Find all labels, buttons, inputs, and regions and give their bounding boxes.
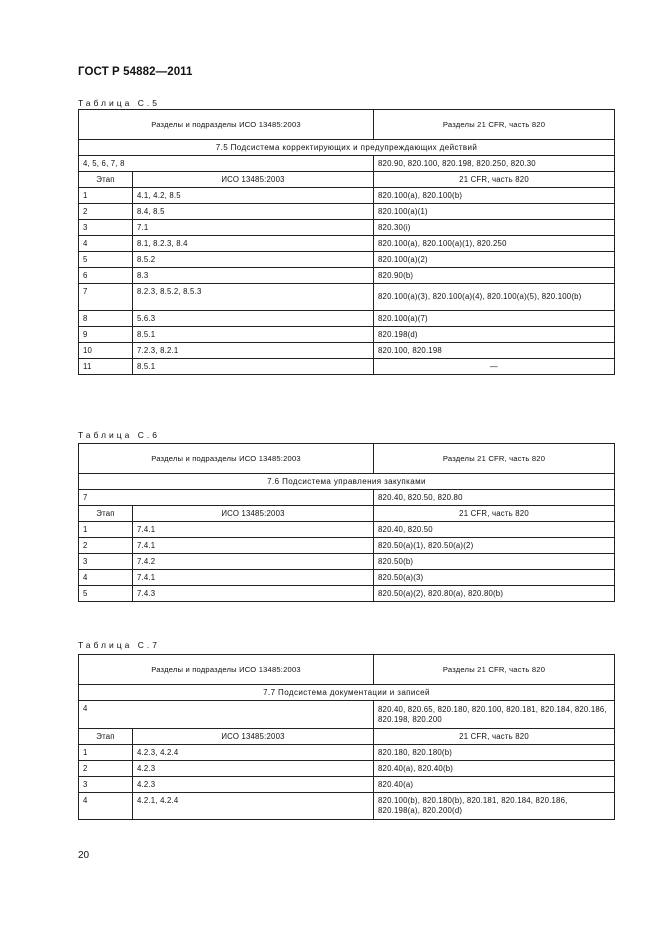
stage-cell: 3: [79, 554, 133, 570]
section-title: 7.7 Подсистема документации и записей: [79, 685, 615, 701]
cfr-cell: 820.50(a)(3): [374, 570, 615, 586]
stage-cell: 7: [79, 284, 133, 311]
stage-cell: 4: [79, 236, 133, 252]
main-iso-cell: 4, 5, 6, 7, 8: [79, 156, 374, 172]
cfr-cell: 820.40(a): [374, 777, 615, 793]
cfr-cell: 820.100(a)(2): [374, 252, 615, 268]
table-row: [79, 570, 615, 586]
table-row: [79, 220, 615, 236]
cfr-cell: 820.50(a)(1), 820.50(a)(2): [374, 538, 615, 554]
iso-cell: 8.5.1: [133, 359, 374, 375]
table-c7: [78, 654, 615, 820]
main-iso-cell: 4: [79, 701, 374, 729]
table-row: [79, 761, 615, 777]
col-header-cfr: Разделы 21 CFR, часть 820: [374, 444, 615, 474]
stage-cell: 2: [79, 761, 133, 777]
stage-cell: 10: [79, 343, 133, 359]
table-row: [79, 745, 615, 761]
stage-cell: 2: [79, 538, 133, 554]
iso-cell: 8.5.1: [133, 327, 374, 343]
cfr-cell: 820.100(a)(1): [374, 204, 615, 220]
stage-cell: 11: [79, 359, 133, 375]
cfr-cell: 820.30(i): [374, 220, 615, 236]
sub-header-iso: ИСО 13485:2003: [133, 506, 374, 522]
iso-cell: 7.4.1: [133, 570, 374, 586]
document-header: ГОСТ Р 54882—2011: [78, 66, 193, 78]
iso-cell: 4.2.3: [133, 777, 374, 793]
cfr-cell: 820.100(a), 820.100(b): [374, 188, 615, 204]
cfr-cell: 820.100(a)(7): [374, 311, 615, 327]
table-row: [79, 311, 615, 327]
cfr-cell: 820.100(b), 820.180(b), 820.181, 820.184, 820.186, 820.198(a), 820.200(d): [374, 793, 615, 820]
cfr-cell: 820.100(a), 820.100(a)(1), 820.250: [374, 236, 615, 252]
table-row: [79, 586, 615, 602]
stage-cell: 5: [79, 252, 133, 268]
sub-header-stage: Этап: [79, 729, 133, 745]
table-c5-caption: Таблица С.5: [78, 98, 160, 108]
page-number: 20: [78, 850, 90, 861]
table-row: [79, 343, 615, 359]
table-c5-body: [79, 188, 615, 375]
stage-cell: 3: [79, 220, 133, 236]
table-c6-caption: Таблица С.6: [78, 430, 160, 440]
sub-header-cfr: 21 CFR, часть 820: [374, 729, 615, 745]
stage-cell: 1: [79, 522, 133, 538]
cfr-cell: 820.100, 820.198: [374, 343, 615, 359]
main-cfr-cell: 820.40, 820.65, 820.180, 820.100, 820.181, 820.184, 820.186, 820.198, 820.200: [374, 701, 615, 729]
sub-header-cfr: 21 CFR, часть 820: [374, 172, 615, 188]
iso-cell: 8.2.3, 8.5.2, 8.5.3: [133, 284, 374, 311]
iso-cell: 8.1, 8.2.3, 8.4: [133, 236, 374, 252]
iso-cell: 4.2.3: [133, 761, 374, 777]
cfr-cell: 820.40(a), 820.40(b): [374, 761, 615, 777]
iso-cell: 8.4, 8.5: [133, 204, 374, 220]
col-header-cfr: Разделы 21 CFR, часть 820: [374, 655, 615, 685]
stage-cell: 6: [79, 268, 133, 284]
section-title: 7.5 Подсистема корректирующих и предупреждающих действий: [79, 140, 615, 156]
iso-cell: 7.4.1: [133, 538, 374, 554]
iso-cell: 7.2.3, 8.2.1: [133, 343, 374, 359]
col-header-iso: Разделы и подразделы ИСО 13485:2003: [79, 655, 374, 685]
stage-cell: 9: [79, 327, 133, 343]
main-cfr-cell: 820.90, 820.100, 820.198, 820.250, 820.30: [374, 156, 615, 172]
table-c7-caption: Таблица С.7: [78, 640, 160, 650]
sub-header-iso: ИСО 13485:2003: [133, 172, 374, 188]
cfr-cell: —: [374, 359, 615, 375]
col-header-iso: Разделы и подразделы ИСО 13485:2003: [79, 444, 374, 474]
cfr-cell: 820.50(a)(2), 820.80(a), 820.80(b): [374, 586, 615, 602]
iso-cell: 4.2.1, 4.2.4: [133, 793, 374, 820]
table-row: [79, 252, 615, 268]
stage-cell: 5: [79, 586, 133, 602]
iso-cell: 4.2.3, 4.2.4: [133, 745, 374, 761]
table-row: [79, 284, 615, 311]
section-title: 7.6 Подсистема управления закупками: [79, 474, 615, 490]
iso-cell: 5.6.3: [133, 311, 374, 327]
iso-cell: 8.5.2: [133, 252, 374, 268]
stage-cell: 3: [79, 777, 133, 793]
table-row: [79, 268, 615, 284]
table-row: [79, 538, 615, 554]
table-row: [79, 359, 615, 375]
cfr-cell: 820.100(a)(3), 820.100(a)(4), 820.100(a)(5), 820.100(b): [374, 284, 615, 311]
stage-cell: 1: [79, 745, 133, 761]
main-cfr-cell: 820.40, 820.50, 820.80: [374, 490, 615, 506]
cfr-cell: 820.50(b): [374, 554, 615, 570]
stage-cell: 1: [79, 188, 133, 204]
cfr-cell: 820.40, 820.50: [374, 522, 615, 538]
stage-cell: 8: [79, 311, 133, 327]
iso-cell: 7.1: [133, 220, 374, 236]
sub-header-stage: Этап: [79, 172, 133, 188]
stage-cell: 4: [79, 570, 133, 586]
table-row: [79, 793, 615, 820]
iso-cell: 7.4.2: [133, 554, 374, 570]
stage-cell: 4: [79, 793, 133, 820]
col-header-cfr: Разделы 21 CFR, часть 820: [374, 110, 615, 140]
iso-cell: 8.3: [133, 268, 374, 284]
iso-cell: 7.4.3: [133, 586, 374, 602]
table-c5: [78, 109, 615, 375]
table-row: [79, 204, 615, 220]
table-c6: [78, 443, 615, 602]
iso-cell: 7.4.1: [133, 522, 374, 538]
cfr-cell: 820.180, 820.180(b): [374, 745, 615, 761]
cfr-cell: 820.90(b): [374, 268, 615, 284]
stage-cell: 2: [79, 204, 133, 220]
col-header-iso: Разделы и подразделы ИСО 13485:2003: [79, 110, 374, 140]
cfr-cell: 820.198(d): [374, 327, 615, 343]
table-row: [79, 522, 615, 538]
iso-cell: 4.1, 4.2, 8.5: [133, 188, 374, 204]
table-row: [79, 554, 615, 570]
sub-header-stage: Этап: [79, 506, 133, 522]
sub-header-cfr: 21 CFR, часть 820: [374, 506, 615, 522]
table-row: [79, 777, 615, 793]
table-row: [79, 236, 615, 252]
sub-header-iso: ИСО 13485:2003: [133, 729, 374, 745]
table-row: [79, 188, 615, 204]
table-c7-body: [79, 745, 615, 820]
table-row: [79, 327, 615, 343]
main-iso-cell: 7: [79, 490, 374, 506]
table-c6-body: [79, 522, 615, 602]
